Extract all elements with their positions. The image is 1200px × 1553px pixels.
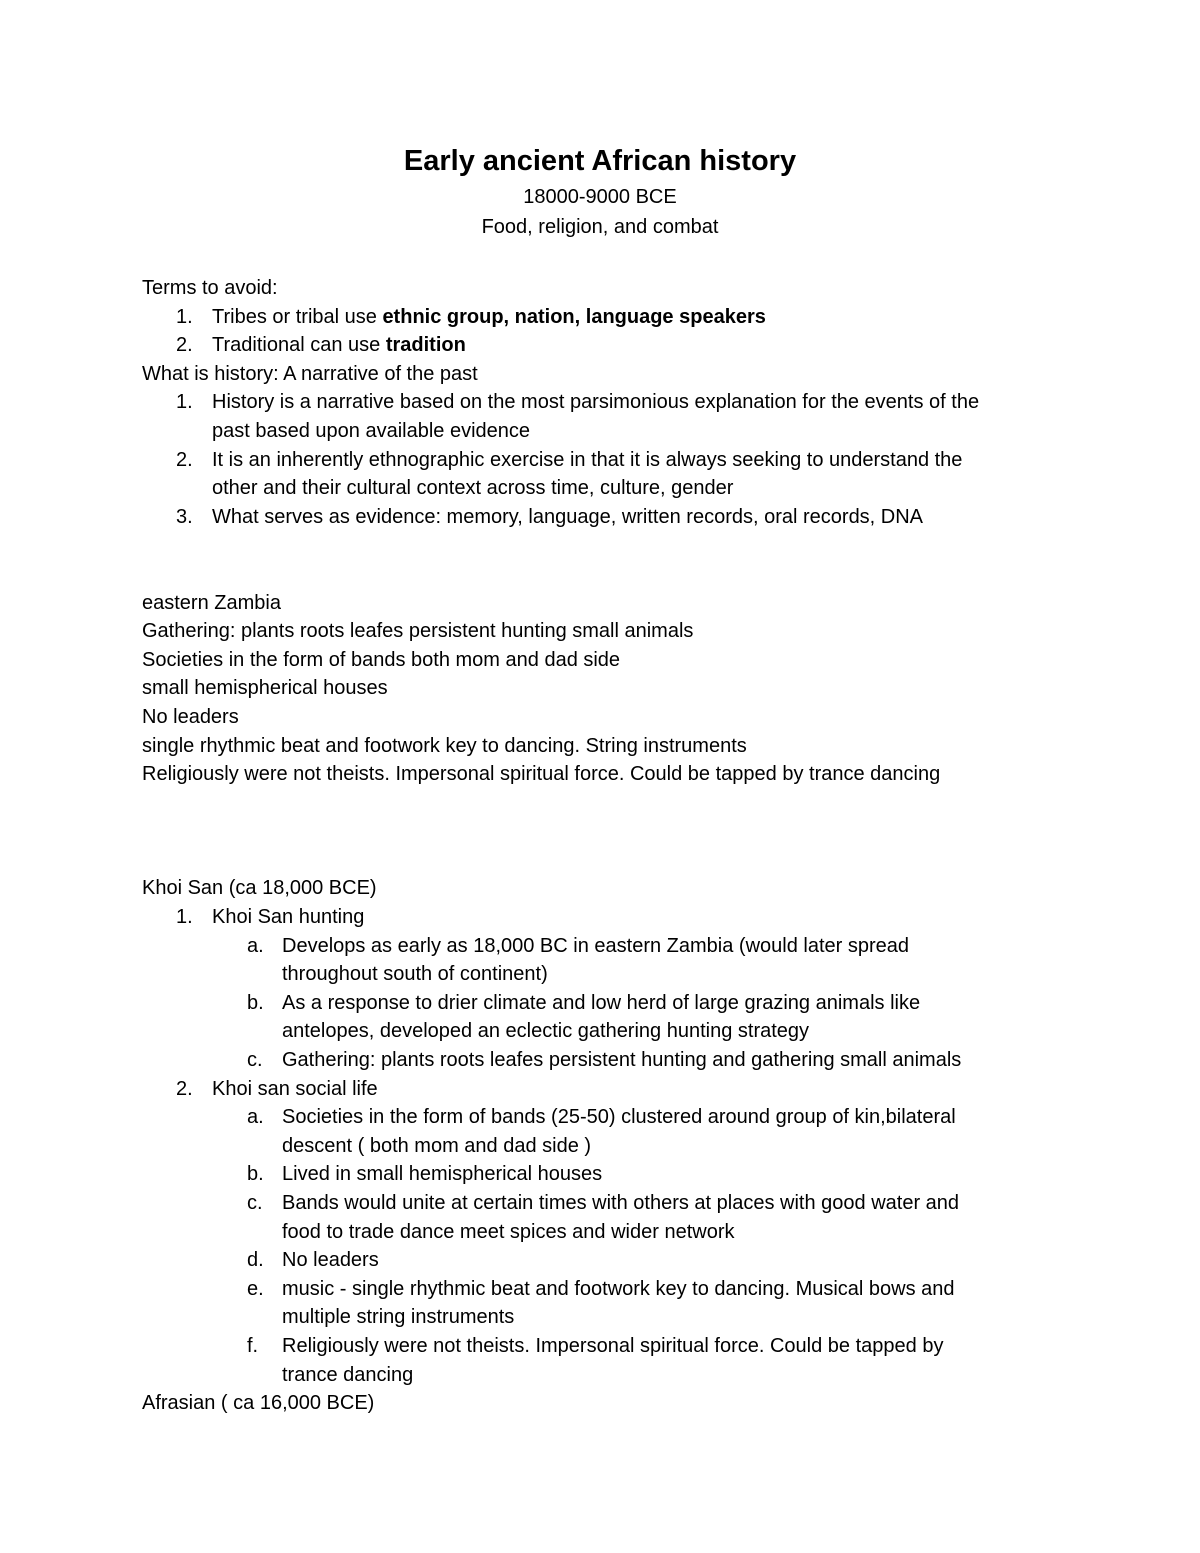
sub-list-marker: e.: [247, 1277, 264, 1300]
subsection-title: Khoi san social life: [212, 1077, 378, 1100]
sub-list-item-text: Develops as early as 18,000 BC in eastern Zambia (would later spread: [282, 934, 909, 957]
sub-list-item-text: Societies in the form of bands (25-50) clustered around group of kin,bilateral: [282, 1106, 956, 1129]
sub-list-item-line: [0, 1103, 1200, 1132]
sub-list-marker: c.: [247, 1192, 263, 1214]
sub-list-item-text: Lived in small hemispherical houses: [282, 1163, 603, 1186]
list-item-text: [212, 331, 466, 360]
blank-line: [0, 789, 1200, 818]
sub-list-item-line: [0, 960, 1200, 989]
note-text: small hemispherical houses: [142, 677, 388, 700]
sub-list-marker: a.: [247, 934, 264, 957]
sub-list-item-text: Gathering: plants roots leafes persistent hunting and gathering small animals: [282, 1049, 962, 1072]
sub-list-item-text: Bands would unite at certain times with others at places with good water and: [282, 1192, 960, 1214]
sub-list-marker: d.: [247, 1249, 264, 1272]
subsection-title: Khoi San hunting: [212, 906, 365, 929]
note-text: eastern Zambia: [142, 591, 281, 614]
sub-list-item-line: [0, 1046, 1200, 1075]
sub-list-item-text: music - single rhythmic beat and footwork key to dancing. Musical bows and: [282, 1277, 955, 1300]
list-item-line: [0, 474, 1200, 503]
sub-list-item-line: [0, 989, 1200, 1018]
sub-list-marker: b.: [247, 991, 264, 1014]
sub-list-item-text: Religiously were not theists. Impersonal spiritual force. Could be tapped by: [282, 1334, 944, 1357]
document-body: [0, 274, 1200, 1418]
note-line: [0, 646, 1200, 675]
note-text: No leaders: [142, 705, 239, 728]
emphasized-term: tradition: [385, 334, 466, 357]
list-item-text: History is a narrative based on the most parsimonious explanation for the events of the: [212, 391, 980, 414]
section-heading: [0, 274, 1200, 303]
date-range: 18000-9000 BCE: [523, 186, 677, 208]
list-marker: 2.: [176, 334, 193, 357]
list-marker: 1.: [176, 305, 193, 328]
document-subtitle: Food, religion, and combat: [481, 216, 719, 238]
note-line: [0, 760, 1200, 789]
sub-list-marker: f.: [247, 1334, 259, 1357]
note-text: Religiously were not theists. Impersonal spiritual force. Could be tapped by trance dancing: [142, 763, 941, 786]
sub-list-item-line: [0, 1361, 1200, 1390]
blank-line: [0, 560, 1200, 589]
blank-line: [0, 531, 1200, 560]
list-item-text: past based upon available evidence: [212, 419, 531, 442]
sub-list-marker: a.: [247, 1106, 264, 1129]
sub-list-item-text: As a response to drier climate and low herd of large grazing animals like: [282, 991, 921, 1014]
list-item-text: What serves as evidence: memory, language, written records, oral records, DNA: [212, 505, 924, 528]
sub-list-item-line: [0, 1332, 1200, 1361]
note-line: [0, 703, 1200, 732]
sub-list-item-line: [0, 1132, 1200, 1161]
history-heading: What is history: A narrative of the past: [142, 362, 478, 385]
list-item-text: other and their cultural context across time, culture, gender: [212, 477, 734, 500]
note-line: [0, 589, 1200, 618]
list-marker: 1.: [176, 391, 193, 414]
sub-list-item-line: [0, 1017, 1200, 1046]
list-item-prefix: Traditional can use: [212, 334, 386, 357]
emphasized-term: ethnic group, nation, language speakers: [382, 305, 766, 328]
note-text: single rhythmic beat and footwork key to dancing. String instruments: [142, 734, 747, 757]
list-item-line: [0, 503, 1200, 532]
afrasian-heading: Afrasian ( ca 16,000 BCE): [142, 1392, 375, 1415]
note-text: Gathering: plants roots leafes persistent hunting small animals: [142, 620, 694, 643]
document-title: Early ancient African history: [403, 145, 797, 177]
blank-line: [0, 846, 1200, 875]
sub-list-item-text: No leaders: [282, 1249, 379, 1272]
list-item: [0, 331, 1200, 360]
list-item-text: [212, 303, 766, 332]
terms-heading: Terms to avoid:: [142, 277, 278, 299]
sub-list-marker: c.: [247, 1049, 263, 1072]
list-item: [0, 903, 1200, 932]
sub-list-item-line: [0, 1303, 1200, 1332]
note-line: [0, 674, 1200, 703]
sub-list-item-line: [0, 932, 1200, 961]
note-line: [0, 732, 1200, 761]
list-marker: 3.: [176, 505, 193, 528]
sub-list-item-text: food to trade dance meet spices and wider network: [282, 1220, 735, 1243]
section-heading: [0, 874, 1200, 903]
list-item-line: [0, 388, 1200, 417]
khoi-san-heading: Khoi San (ca 18,000 BCE): [142, 877, 377, 900]
note-text: Societies in the form of bands both mom and dad side: [142, 648, 621, 671]
list-item: [0, 303, 1200, 332]
sub-list-item-line: [0, 1275, 1200, 1304]
sub-list-item-text: antelopes, developed an eclectic gathering hunting strategy: [282, 1020, 810, 1043]
section-heading: [0, 360, 1200, 389]
sub-list-item-text: multiple string instruments: [282, 1306, 515, 1329]
sub-list-marker: b.: [247, 1163, 264, 1186]
list-item-prefix: Tribes or tribal use: [212, 305, 383, 328]
list-item-line: [0, 417, 1200, 446]
sub-list-item-text: trance dancing: [282, 1363, 414, 1386]
list-item: [0, 1075, 1200, 1104]
sub-list-item-text: throughout south of continent): [282, 963, 548, 986]
sub-list-item-line: [0, 1189, 1200, 1218]
sub-list-item-line: [0, 1160, 1200, 1189]
list-marker: 2.: [176, 1077, 193, 1100]
blank-line: [0, 817, 1200, 846]
list-item-text: It is an inherently ethnographic exercise in that it is always seeking to understand the: [212, 448, 963, 471]
section-heading: [0, 1389, 1200, 1418]
list-marker: 2.: [176, 448, 193, 471]
sub-list-item-line: [0, 1218, 1200, 1247]
sub-list-item-line: [0, 1246, 1200, 1275]
sub-list-item-text: descent ( both mom and dad side ): [282, 1134, 592, 1157]
note-line: [0, 617, 1200, 646]
list-marker: 1.: [176, 906, 193, 929]
list-item-line: [0, 446, 1200, 475]
